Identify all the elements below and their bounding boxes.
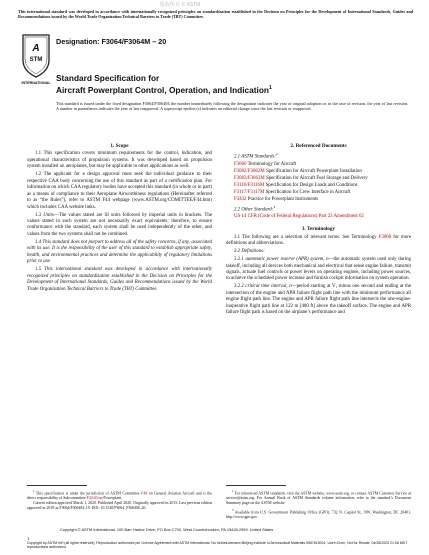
title-line-2 <box>56 83 396 95</box>
para-3-1-text-b: for more definitions and abbreviations. <box>226 234 411 247</box>
subcommittee-link[interactable]: F44.40 <box>86 496 98 501</box>
reference-list <box>226 162 411 203</box>
footnote-1-text-c: on Powerplant. <box>97 496 123 501</box>
para-1-3-num: 1.3 <box>35 212 44 218</box>
designation: Designation: F3064/F3064M – 20 <box>56 37 167 46</box>
reference-item <box>226 197 411 203</box>
para-3-1-text-a: 3.1 The following are a selection of relevant terms. See Terminology <box>234 234 379 240</box>
reference-link[interactable]: F3062/F3062M <box>234 168 265 174</box>
svg-text:A: A <box>32 43 40 54</box>
reference-item <box>226 183 411 189</box>
footnote-rule-left <box>27 485 87 486</box>
footnote-3 <box>226 508 411 520</box>
title-line-1: Standard Specification for <box>56 73 160 83</box>
para-3-2-2 <box>226 284 411 316</box>
section-referenced-documents-heading: 2. Referenced Documents <box>290 143 347 149</box>
reference-link[interactable]: F3116/F3116M <box>234 182 265 188</box>
astm-standards-label <box>226 151 411 161</box>
footnote-1 <box>27 489 212 501</box>
reference-title: Specification for Aircraft Powerplant Installation <box>264 168 362 174</box>
footnote-1-text-b: on General Aviation Aircraft and is the direct responsibility of Subcommittee <box>27 491 212 501</box>
para-3-2-1-num: 3.2.1 <box>234 257 246 263</box>
reference-title: Terminology for Aircraft <box>246 162 297 168</box>
footnote-rule-right <box>226 485 286 486</box>
astm-logo-icon <box>21 33 51 79</box>
para-1-2: 1.2 The applicant for a design approval must seek the individual guidance to their respective CAA body concerning the use of this standard as part of a certification plan. For information on which CAA regulatory bodies have accepted this standard (in whole or in part) as a means of compliance to their Aeroplane Airworthiness regulations (Hereinafter referred to as “the Rules”), refer to ASTM F44 webpage (www.ASTM.org/COMITTEE/F44.htm) which includes CAA website links. <box>27 172 212 210</box>
para-3-2-2-num: 3.2.2 <box>234 284 246 290</box>
reference-item <box>226 176 411 182</box>
para-3-2-1-term: automatic power reserve (APR) system, n <box>245 257 329 263</box>
document-title <box>56 73 396 95</box>
para-3-2-1-text: —the automatic system used only during takeoff, including all devices both mechanical and electrical that sense engine failure, transmit signals, actuate fuel controls or power levers on operating engines, including power sources, to achieve the scheduled power increase and furnish cockpit information on system operation. <box>226 257 411 282</box>
right-column <box>226 143 411 318</box>
para-1-4: 1.4 This standard does not purport to address all of the safety concerns, if any, associated with its use. It is the responsibility of the user of this standard to establish appropriate safety, health, and environmental practices and determine the applicability of regulatory limitations prior to use. <box>27 239 212 265</box>
para-1-5: 1.5 This international standard was developed in accordance with internationally recognized principles on standardization established in the Decision on Principles for the Development of International Standards, Guides and Recommendations issued by the World Trade Organization Technical Barriers to Trade (TBT) Committee. <box>27 267 212 292</box>
other-standard-footnote-mark: 3 <box>273 204 276 209</box>
reference-link[interactable]: F3117/F3117M <box>234 189 265 195</box>
section-scope-heading: 1. Scope <box>110 143 129 149</box>
footnote-1-mark: 1 <box>33 489 35 493</box>
watermark: 版权所有 © ASTM <box>160 2 201 8</box>
footnote-1-text-a: This specification is under the jurisdiction of ASTM Committee <box>34 491 142 496</box>
terminology-reference-link[interactable]: F3060 <box>378 234 392 240</box>
para-1-3-term: Units <box>43 212 54 218</box>
para-3-2-2-term: critical time interval, n <box>245 284 292 290</box>
para-1-3-text: —The values stated are SI units followed by imperial units in brackets. The values stated in each system are not necessarily exact equivalents; therefore, to ensure conformance with the standard, each system shall be used independently of the other, and values from the two systems shall not be combined. <box>27 212 212 237</box>
wto-notice: This international standard was developed in accordance with internationally recognized principles on standardization established in the Decision on Principles for the Development of International Standards, Guides and Recommendations issued by the World Trade Organization Technical Barriers to Trade (TBT) Committee. <box>18 9 413 20</box>
para-3-2-2-text: —period starting at V₁ minus one second and ending at the intersection of the engine and APR failure flight path line with the minimum performance all engine flight path line. The engine and APR failure flight path line intersects the one-engine-inoperative flight path line at 122 m [400 ft] above the takeoff surface. The engine and APR failure flight path is based on the airplane’s performance and <box>226 284 412 316</box>
para-1-3 <box>27 213 212 239</box>
footnotes-right <box>226 489 411 520</box>
reference-link[interactable]: F3063/F3063M <box>234 175 265 181</box>
footnote-3-mark: 3 <box>232 508 234 513</box>
reference-item <box>226 169 411 175</box>
svg-text:STM: STM <box>29 57 43 63</box>
issuance-statement: This standard is issued under the fixed designation F3064/F3064M; the number immediately following the designation indicates the year of original adoption or, in the case of revision, the year of last revision. A number in parentheses indicates the year of last reapproval. A superscript epsilon (ε) indicates an editorial change since the last revision or reapproval. <box>56 101 408 112</box>
footnote-1-edition: Current edition approved March 1, 2020. Published April 2020. Originally approved in 2015. Last previous edition approved in 2019 as F3064/F3064M–19. DOI: 10.1520/F3064_F3064M–20. <box>27 501 212 511</box>
title-line-2-text: Aircraft Powerplant Control, Operation, and Indication <box>56 84 269 95</box>
reference-title: Practice for Powerplant Instruments <box>246 196 319 202</box>
footnote-2-mark: 2 <box>232 489 234 493</box>
reference-link[interactable]: F3432 <box>234 196 247 202</box>
footnotes-left <box>27 489 212 511</box>
license-right: Licensee=Beijing Institute of Aeronautical Materials 5967615001, User=Chen, Not for Resale, 04/28/2020 21:08 MDT <box>226 541 408 545</box>
other-standard-label <box>226 204 411 214</box>
page-number: 1 <box>27 536 30 541</box>
logo-text: INTERNATIONAL <box>21 81 51 85</box>
reference-title: Specification for Crew Interface in Aircraft <box>264 189 351 195</box>
footnote-3-text: Available from U.S. Government Publishing Office (GPO), 732 N. Capitol St., NW, Washington, DC 20401, http://www.gpo.gov. <box>226 510 411 520</box>
other-reference-link[interactable]: US 14 CFR (Code of Federal Regulations) Part 23 Amendment 62 <box>234 214 364 220</box>
reference-item <box>226 190 411 196</box>
para-3-2: 3.2 Definitions: <box>234 249 265 255</box>
reference-title: Specification for Design Loads and Conditions <box>264 182 358 188</box>
para-1-1: 1.1 This specification covers minimum requirements for the control, indication, and operational characteristics of propulsion systems. It was developed based on propulsion system installed on aeroplanes, but may be applicable to other applications as well. <box>27 151 212 170</box>
para-3-2-1 <box>226 257 411 283</box>
other-standard-text: 2.2 Other Standard: <box>234 207 274 213</box>
committee-link[interactable]: F44 <box>141 491 148 496</box>
left-column <box>27 143 212 294</box>
license-left: Copyright by ASTM Int'l (all rights reserved); Reproduction authorized per License Agreement with ASTM International. No further reproductions authorized. <box>27 541 227 550</box>
footnote-2-text: For referenced ASTM standards, visit the ASTM website, www.astm.org, or contact ASTM Customer Service at service@astm.org. For Annual Book of ASTM Standards volume information, refer to the standard’s Document Summary page on the ASTM website. <box>226 491 411 506</box>
section-terminology-heading: 3. Terminology <box>301 226 336 233</box>
reference-title: Specification for Aircraft Fuel Storage and Delivery <box>264 175 368 181</box>
title-footnote-mark: 1 <box>268 85 272 92</box>
para-3-1 <box>226 235 411 248</box>
reference-item <box>226 162 411 168</box>
astm-standards-footnote-mark: 2 <box>275 152 278 157</box>
footnote-2 <box>226 489 411 506</box>
copyright-line: Copyright © ASTM International, 100 Barr Harbor Drive, PO Box C700, West Conshohocken, PA 19428-2959. United States <box>60 527 274 532</box>
astm-standards-text: 2.1 ASTM Standards: <box>234 155 276 161</box>
reference-link[interactable]: F3060 <box>234 162 247 168</box>
